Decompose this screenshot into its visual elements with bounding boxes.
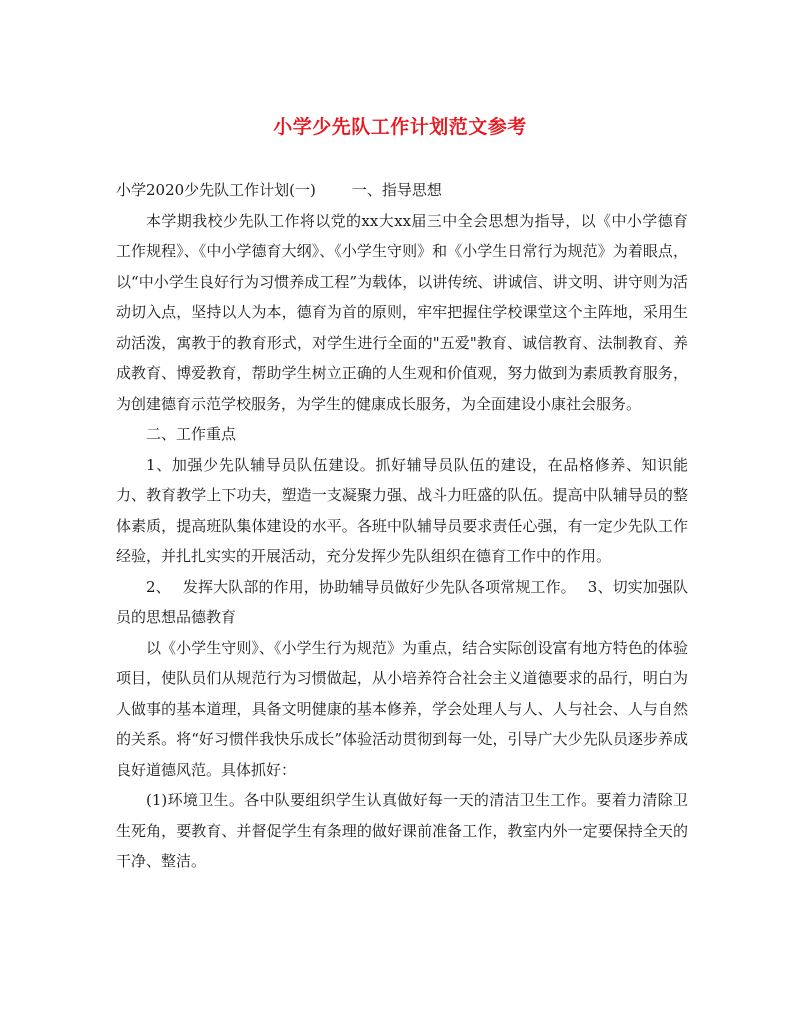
section1-heading: 一、指导思想 (351, 181, 442, 199)
paragraph-counselor-team: 1、加强少先队辅导员队伍建设。抓好辅导员队伍的建设，在品格修养、知识能力、教育教学上下功夫，塑造一支凝聚力强、战斗力旺盛的队伍。提高中队辅导员的整体素质，提高班队集体建设的水平。各班中队辅导员要求责任心强，有一定少先队工作经验，并扎扎实实的开展活动，充分发挥少先队组织在德育工作中的作用。 (116, 455, 688, 565)
paragraph-moral-education: 以《小学生守则》、《小学生行为规范》为重点，结合实际创设富有地方特色的体验项目，使队员们从规范行为习惯做起，从小培养符合社会主义道德要求的品行，明白为人做事的基本道理，具备文明健康的基本修养，学会处理人与人、人与社会、人与自然的关系。将“好习惯伴我快乐成长”体验活动贯彻到每一处，引导广大少先队员逐步养成良好道德风范。具体抓好： (116, 638, 688, 779)
intro-heading: 小学2020少先队工作计划(一) (116, 181, 316, 199)
paragraph-brigade-role (116, 572, 688, 633)
intro-line (116, 175, 688, 206)
item3-heading: 3、切实加强队员的思想品德教育 (116, 577, 689, 626)
document-body (116, 175, 688, 877)
item2-number: 2、 (146, 577, 171, 596)
paragraph-guiding-thought: 本学期我校少先队工作将以党的xx大xx届三中全会思想为指导，以《中小学德育工作规程》、《中小学德育大纲》、《小学生守则》和《小学生日常行为规范》为着眼点，以“中小学生良好行为习惯养成工程”为载体，以讲传统、讲诚信、讲文明、讲守则为活动切入点，坚持以人为本，德育为首的原则，牢牢把握住学校课堂这个主阵地，采用生动活泼，寓教于的教育形式，对学生进行全面的"五爱"教育、诚信教育、法制教育、养成教育、博爱教育，帮助学生树立正确的人生观和价值观，努力做到为素质教育服务，为创建德育示范学校服务，为学生的健康成长服务，为全面建设小康社会服务。 (116, 211, 688, 413)
document-title: 小学少先队工作计划范文参考 (273, 116, 527, 138)
item2-text: 发挥大队部的作用，协助辅导员做好少先队各项常规工作。 (182, 577, 576, 596)
section2-heading: 二、工作重点 (146, 425, 237, 443)
paragraph-hygiene: (1)环境卫生。各中队要组织学生认真做好每一天的清洁卫生工作。要着力清除卫生死角，要教育、并督促学生有条理的做好课前准备工作，教室内外一定要保持全天的干净、整洁。 (116, 791, 688, 870)
